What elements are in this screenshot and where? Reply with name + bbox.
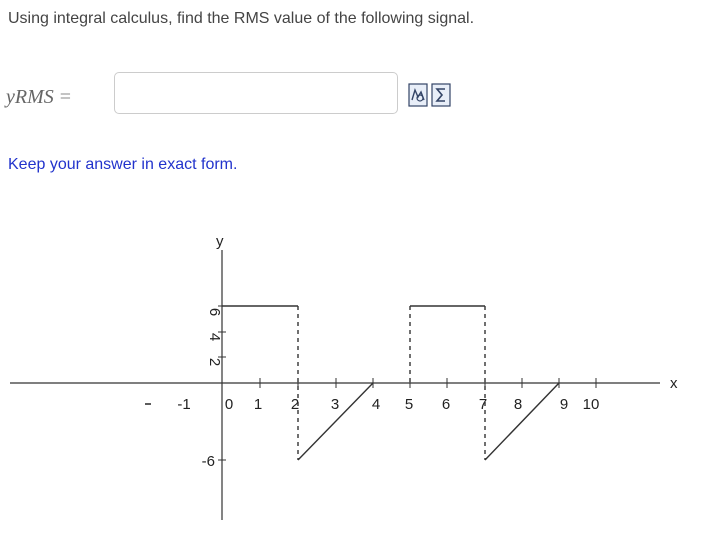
answer-label	[6, 86, 71, 109]
x-tick-label: 5	[404, 396, 414, 413]
y-axis-label: y	[216, 233, 224, 250]
sigma-template-button[interactable]	[431, 83, 451, 107]
x-tick-label: 3	[330, 396, 340, 413]
x-tick-label: -1	[177, 396, 191, 413]
sigma-template-icon	[431, 83, 451, 107]
signal-ramp-2	[485, 383, 559, 460]
math-preview-button[interactable]	[408, 83, 428, 107]
x-tick-label: 10	[582, 396, 600, 413]
y-tick-label: 2	[206, 357, 223, 367]
signal-ramp-1	[298, 383, 373, 460]
y-tick-label: -6	[201, 453, 215, 470]
answer-format-hint: Keep your answer in exact form.	[8, 156, 238, 173]
x-tick-label: 9	[559, 396, 569, 413]
answer-input[interactable]	[114, 72, 398, 114]
x-tick-label: 2	[290, 396, 300, 413]
x-tick-label: 4	[371, 396, 381, 413]
x-tick-label: 7	[478, 396, 488, 413]
x-tick-label: 0	[224, 396, 234, 413]
x-tick-label: 6	[441, 396, 451, 413]
signal-graph	[0, 220, 724, 550]
math-preview-icon	[408, 83, 428, 107]
x-axis-label: x	[670, 375, 678, 392]
x-tick-label: 8	[513, 396, 523, 413]
question-prompt: Using integral calculus, find the RMS value of the following signal.	[8, 10, 475, 27]
equals-sign: =	[59, 86, 72, 108]
y-tick-label: 4	[206, 332, 223, 342]
x-tick-label: 1	[253, 396, 263, 413]
y-tick-label: 6	[206, 307, 223, 317]
answer-variable: yRMS	[6, 86, 54, 108]
